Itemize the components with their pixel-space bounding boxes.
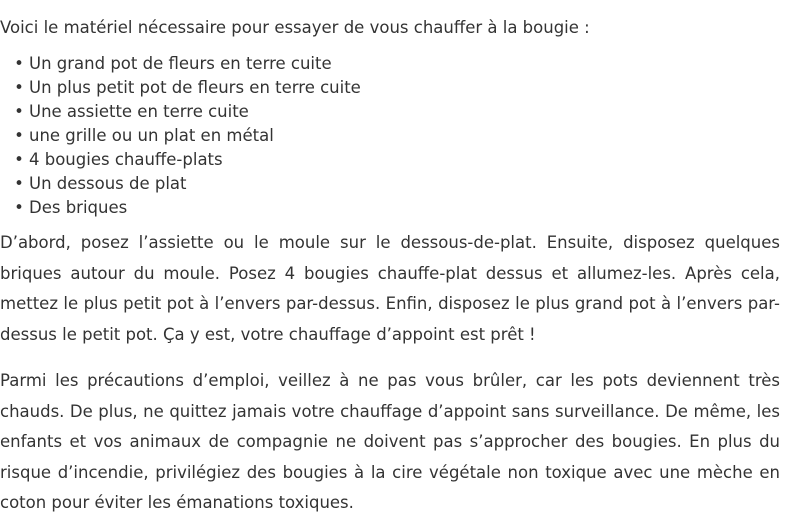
list-item-text: Un dessous de plat: [29, 174, 187, 193]
bullet-icon: •: [14, 102, 24, 121]
list-item-text: Un plus petit pot de fleurs en terre cuite: [29, 78, 361, 97]
intro-text: Voici le matériel nécessaire pour essayer de vous chauffer à la bougie :: [0, 18, 590, 37]
instructions-paragraph: D’abord, posez l’assiette ou le moule sur le dessous-de-plat. Ensuite, disposez quelques briques autour du moule. Posez 4 bougies chauffe-plat dessus et allumez-les. Après cela, mettez le plus petit pot à l’envers par-dessus. Enfin, disposez le plus grand pot à l’envers par-dessus le petit pot. Ça y est, votre chauffage d’appoint est prêt !: [0, 233, 780, 344]
list-item: [14, 76, 780, 100]
list-item-text: 4 bougies chauffe-plats: [29, 150, 223, 169]
bullet-icon: •: [14, 126, 24, 145]
list-item: [14, 196, 780, 220]
list-item-text: Un grand pot de fleurs en terre cuite: [29, 54, 332, 73]
list-item: [14, 52, 780, 76]
list-item: [14, 172, 780, 196]
list-item-text: Une assiette en terre cuite: [29, 102, 249, 121]
list-item: [14, 148, 780, 172]
bullet-icon: •: [14, 150, 24, 169]
precautions-paragraph: Parmi les précautions d’emploi, veillez à ne pas vous brûler, car les pots deviennent très chauds. De plus, ne quittez jamais votre chauffage d’appoint sans surveillance. De même, les enfants et vos animaux de compagnie ne doivent pas s’approcher des bougies. En plus du risque d’incendie, privilégiez des bougies à la cire végétale non toxique avec une mèche en coton pour éviter les émanations toxiques.: [0, 371, 780, 512]
list-item-text: une grille ou un plat en métal: [29, 126, 274, 145]
bullet-icon: •: [14, 54, 24, 73]
list-item: [14, 100, 780, 124]
bullet-icon: •: [14, 198, 24, 217]
list-item-text: Des briques: [29, 198, 128, 217]
bullet-icon: •: [14, 78, 24, 97]
materials-list: [0, 52, 780, 220]
bullet-icon: •: [14, 174, 24, 193]
list-item: [14, 124, 780, 148]
